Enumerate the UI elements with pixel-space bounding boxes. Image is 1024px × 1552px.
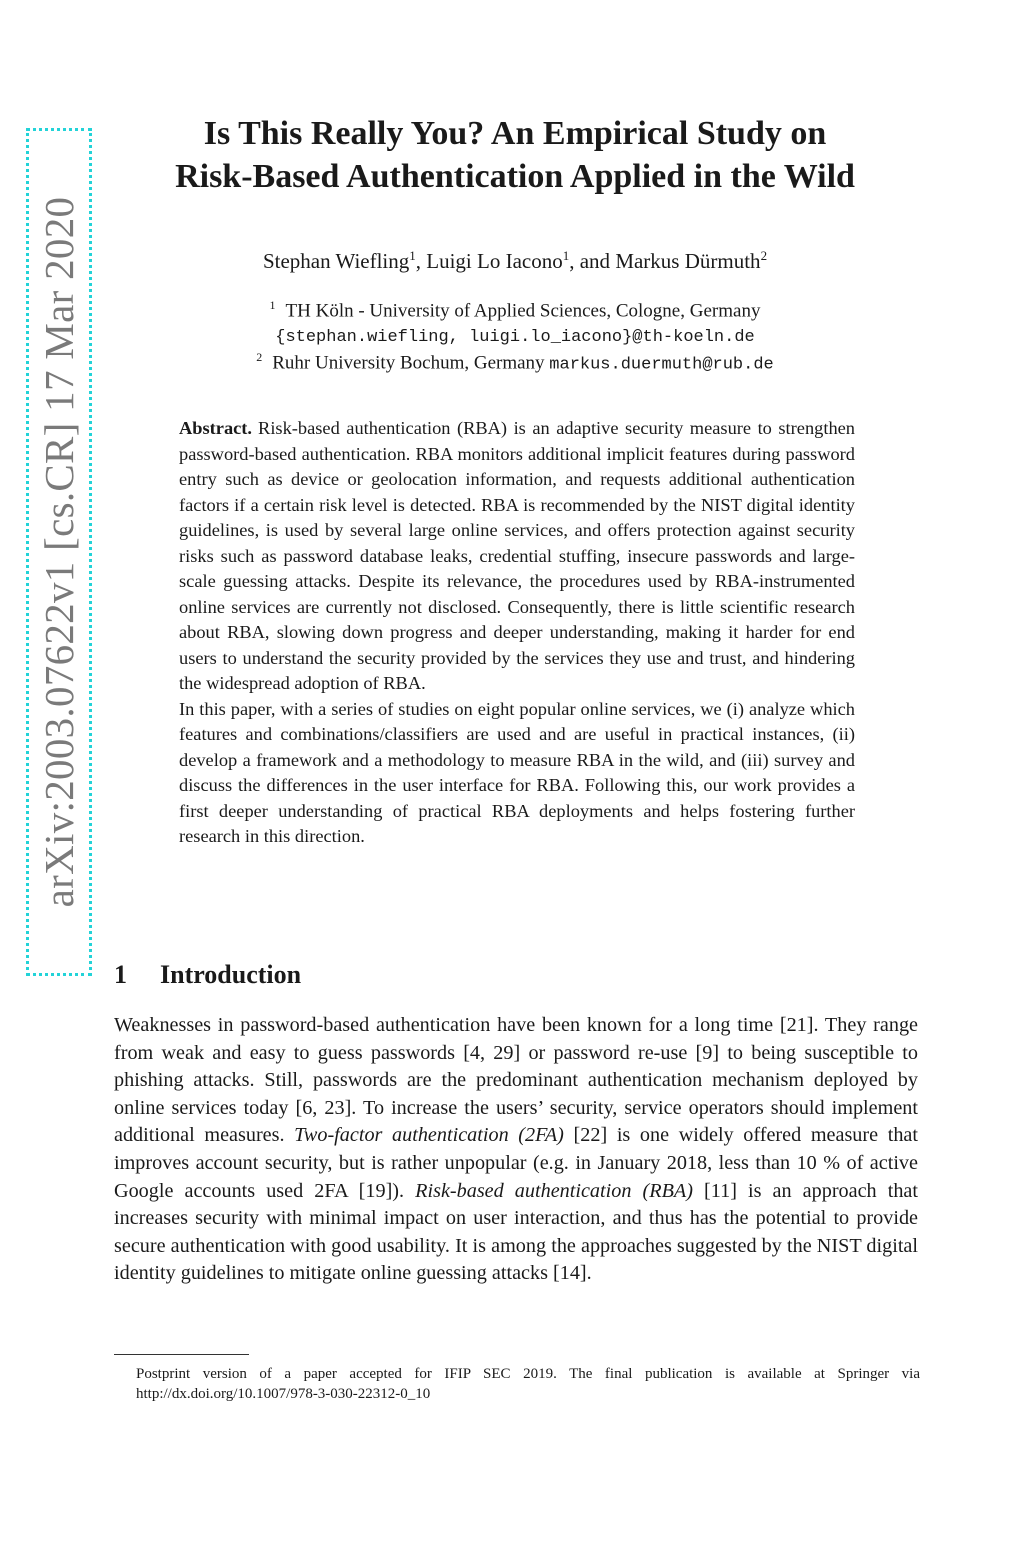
intro-text-1: Weaknesses in password-based authentication have been known for a long time [21]. They range from weak and easy to guess passwords [4, 29] or password re-use [9] to being susceptible to phishing attacks. Still, passwords are the predominant authentication mechanism deployed by online services today [6, 23]. To increase the users’ security, service operators should implement additional measures. bbox=[114, 1014, 918, 1147]
author-list bbox=[100, 248, 930, 274]
affiliation-1 bbox=[100, 298, 930, 322]
section-title: Introduction bbox=[160, 960, 302, 989]
section-heading bbox=[114, 960, 301, 990]
affiliation-org: Ruhr University Bochum, Germany bbox=[272, 352, 545, 374]
affiliation-org: TH Köln - University of Applied Sciences, Cologne, Germany bbox=[285, 300, 761, 322]
author-name: Luigi Lo Iacono bbox=[426, 249, 563, 273]
abstract-text-1: Risk-based authentication (RBA) is an adaptive security measure to strengthen password-based authentication. RBA monitors additional implicit features during password entry such as device or geolocation information, and requests additional authentication factors if a certain risk level is detected. RBA is recommended by the NIST digital identity guidelines, is used by several large online services, and offers protection against security risks such as password database leaks, credential stuffing, insecure passwords and large-scale guessing attacks. Despite its relevance, the procedures used by RBA-instrumented online services are currently not disclosed. Consequently, there is little scientific research about RBA, slowing down progress and deeper understanding, making it harder for end users to understand the security provided by the services they use and trust, and hindering the widespread adoption of RBA. bbox=[179, 418, 855, 693]
section-number: 1 bbox=[114, 960, 127, 989]
arxiv-stamp: arXiv:2003.07622v1 [cs.CR] 17 Mar 2020 bbox=[36, 196, 82, 908]
author-name: Stephan Wiefling bbox=[262, 249, 410, 273]
footnote bbox=[136, 1364, 920, 1404]
title-line-1: Is This Really You? An Empirical Study on bbox=[203, 115, 827, 152]
affiliation-mark: 2 bbox=[256, 350, 263, 364]
author-mark: 1 bbox=[562, 248, 570, 263]
paper-title bbox=[100, 112, 930, 198]
footnote-rule bbox=[114, 1354, 249, 1355]
intro-text-3: [11] is an approach that increases security with minimal impact on user interaction, and thus has the potential to provide secure authentication with good usability. It is among the approaches suggested by the NIST digital identity guidelines to mitigate online guessing attacks [14]. bbox=[114, 1179, 919, 1285]
intro-term-rba: Risk-based authentication (RBA) bbox=[415, 1179, 693, 1202]
abstract-label: Abstract. bbox=[179, 418, 253, 438]
author-separator: , and bbox=[569, 249, 616, 273]
author-name: Markus Dürmuth bbox=[615, 249, 761, 273]
intro-text-2: [22] is one widely offered measure that improves account security, but is rather unpopular (e.g. in January 2018, less than 10 % of active Google accounts used 2FA [19]). bbox=[114, 1124, 918, 1202]
footnote-text: Postprint version of a paper accepted for IFIP SEC 2019. The final publication is available at Springer via http://dx.doi.org/10.1007/978-3-030-22312-0_10 bbox=[136, 1366, 920, 1402]
abstract-paragraph-1 bbox=[179, 416, 855, 697]
author-separator: , bbox=[415, 249, 427, 273]
author-mark: 2 bbox=[760, 248, 768, 263]
author-mark: 1 bbox=[409, 248, 416, 263]
affiliation-mark: 1 bbox=[269, 298, 276, 312]
intro-term-2fa: Two-factor authentication (2FA) bbox=[294, 1124, 564, 1147]
intro-paragraph bbox=[114, 1012, 918, 1288]
title-line-2: Risk-Based Authentication Applied in the Wild bbox=[175, 158, 855, 195]
abstract bbox=[179, 416, 855, 850]
affiliation-email[interactable]: {stephan.wiefling, luigi.lo_iacono}@th-koeln.de bbox=[275, 328, 755, 347]
affiliation-email[interactable]: markus.duermuth@rub.de bbox=[549, 355, 774, 375]
affiliation-2 bbox=[100, 350, 930, 374]
abstract-paragraph-2: In this paper, with a series of studies on eight popular online services, we (i) analyze which features and combinations/classifiers are used and are useful in practical instances, (ii) develop a framework and a methodology to measure RBA in the wild, and (iii) survey and discuss the differences in the user interface for RBA. Following this, our work provides a first deeper understanding of practical RBA deployments and helps fostering further research in this direction. bbox=[179, 698, 855, 846]
intro-body bbox=[114, 1012, 918, 1288]
affiliation-1-email-line bbox=[100, 325, 930, 347]
